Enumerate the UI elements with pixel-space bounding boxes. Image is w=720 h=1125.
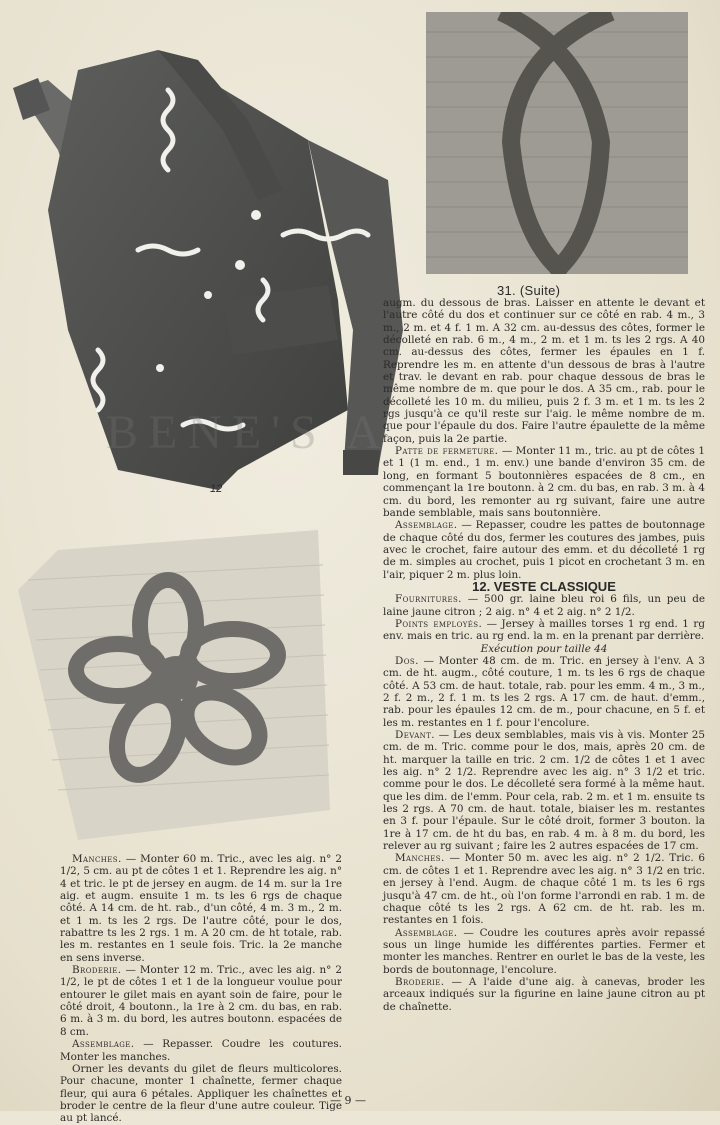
execution-subheading: Exécution pour taille 44 [480, 642, 608, 655]
section-text: — Repasser, coudre les pattes de boutonnage de chaque côté du dos, fermer les coutures des jambes, puis avec le crochet, faire autour des emm. et du décolleté 1 rg de m. simples au crochet, puis 1 picot en crochetant 3 m. en l'air, piquer 2 m. plus loin. [383, 519, 705, 581]
section-label: Manches. [72, 853, 122, 865]
page-number: — 9 — [330, 1094, 366, 1107]
section-text: — Monter 12 m. Tric., avec les aig. n° 2 1/2, le pt de côtes 1 et 1 de la longueur voulue pour entourer le gilet mais en ayant soin de faire, pour le côté droit, 4 boutonn., la 1re à 2 cm. du bas, en rab. 6 m. à 3 m. du bord, les autres boutonn. espacées de 8 cm. [60, 964, 342, 1038]
flower-swatch [18, 510, 330, 840]
section-text: — Monter 50 m. avec les aig. n° 2 1/2. Tric. 6 cm. de côtes 1 et 1. Reprendre avec les aig. n° 3 1/2 en tric. en jersey à l'end. Augm. de chaque côté 1 m. ts les 6 rgs jusqu'à 47 cm. de ht., où l'on forme l'arrondi en rab. 1 m. de chaque côté ts les 2 rgs. A 62 cm. de ht. rab. les m. restantes en 1 fois. [383, 852, 705, 927]
section-text: — Monter 60 m. Tric., avec les aig. n° 2 1/2, 5 cm. au pt de côtes 1 et 1. Reprendre les aig. n° 4 et tric. le pt de jersey en augm. de 14 m. sur la 1re aig. et augm. ensuite 1 m. ts les 6 rgs de chaque côté. A 14 cm. de ht. rab., d'un côté, 4 m. 3 m., 2 m. et 1 m. ts les 2 rgs. De l'autre côté, pour le dos, rabattre ts les 2 rgs. 1 m. A 20 cm. de ht totale, rab. les m. restantes en 1 seule fois. Tric. la 2e manche en sens inverse. [60, 853, 343, 964]
section-text: — Monter 48 cm. de m. Tric. en jersey à l'env. A 3 cm. de ht. augm., côté couture, 1 m. ts les 6 rgs de chaque côté. A 53 cm. de haut. totale, rab. pour les emm. 4 m., 3 m., 2 f. 2 m., 2 f. 1 m. ts les 2 rgs. A 17 cm. de haut. d'emm., rab. pour les épaules 12 cm. de m., pour chacune, en 5 f. et les m. restantes en 1 f. pour l'encolure. [383, 654, 705, 729]
section-label: Broderie. [72, 964, 122, 977]
section-text: — Repasser. Coudre les coutures. Monter les manches. [60, 1038, 342, 1063]
section-text: — 500 gr. laine bleu roi 6 fils, un peu de laine jaune citron ; 2 aig. n° 4 et 2 aig. n° 2 1/2. [383, 593, 705, 618]
fleurs-paragraph: Orner les devants du gilet de fleurs multicolores. Pour chacune, monter 1 chaînette, fermer chaque fleur, qui aura 6 pétales. Appliquer les chaînettes et broder le centre de la fleur d'une autre couleur. Tige au pt lancé. [60, 1062, 342, 1125]
section-text: — A l'aide d'une aig. à canevas, broder les arceaux indiqués sur la figurine en laine jaune citron au pt de chaînette. [383, 975, 705, 1013]
section-text: — Jersey à mailles torses 1 rg end. 1 rg env. mais en tric. au rg end. la m. en la prenant par derrière. [383, 617, 705, 643]
section-label: Devant. [395, 729, 435, 742]
devant-paragraph [383, 729, 705, 852]
section-label: Patte de fermeture. [395, 445, 499, 458]
section-label: Fournitures. [395, 593, 462, 606]
assemblage-paragraph [383, 519, 705, 581]
patte-paragraph [383, 445, 705, 519]
dos-paragraph [383, 655, 705, 729]
section-text: — Coudre les coutures après avoir repassé sous un linge humide les différentes parties. Fermer et monter les manches. Rentrer en ourlet le bas de la veste, les bords de boutonnage, l'encolure. [383, 926, 705, 976]
manches-paragraph [383, 852, 705, 926]
fournitures-paragraph [383, 593, 705, 618]
section-label: Assemblage. [72, 1038, 135, 1051]
figure-number: 12 [210, 483, 223, 495]
right-text-column [383, 297, 705, 1013]
broderie-left-paragraph [60, 964, 342, 1038]
broderie-paragraph [383, 976, 705, 1013]
section-label: Assemblage. [395, 519, 458, 532]
section-label: Points employés. [395, 617, 483, 630]
section-label: Manches. [395, 852, 445, 865]
section-label: Dos. [395, 654, 419, 667]
pattern-heading: 12. VESTE CLASSIQUE [472, 578, 616, 594]
section-text: — Les deux semblables, mais vis à vis. Monter 25 cm. de m. Tric. comme pour le dos, mais, après 20 cm. de ht. marquer la taille en tric. 2 cm. 1/2 de côtes 1 et 1 avec les aig. n° 2 1/2. Reprendre avec les aig. n° 3 1/2 et tric. comme pour le dos. Le décolleté sera formé à la même haut. que les dim. de l'emm. Pour cela, rab. 2 m. et 1 m. ensuite ts les 2 rgs. A 70 cm. de haut. totale, biaiser les m. restantes en 3 f. pour l'épaule. Sur le côté droit, former 3 bouton. la 1re à 17 cm. de ht du bas, en rab. 4 m. à 8 m. du bord, les relever au rg suivant ; faire les 2 autres espacées de 17 cm. [383, 729, 705, 853]
manches-left-paragraph [60, 853, 342, 964]
knit-swatch-31 [426, 12, 688, 274]
section-label: Broderie. [395, 975, 445, 988]
assemblage-left-paragraph [60, 1038, 342, 1063]
section-label: Assemblage. [395, 926, 458, 939]
points-paragraph [383, 618, 705, 643]
section-text: — Monter 11 m., tric. au pt de côtes 1 et 1 (1 m. end., 1 m. env.) une bande d'environ 35 cm. de long, en formant 5 boutonnières espacées de 8 cm., en commençant la 1re boutonn. à 2 cm. du bas, en rab. 3 m. à 4 cm. du bord, les remonter au rg suivant, faire une autre bande semblable, mais sans boutonnière. [383, 445, 705, 519]
watermark: BENE'S A [106, 406, 391, 459]
left-text-column [60, 853, 342, 1125]
assemblage2-paragraph [383, 927, 705, 976]
continuation-paragraph: augm. du dessous de bras. Laisser en attente le devant et l'autre côté du dos et continuer sur ce côté en rab. 4 m., 3 m., 2 m. et 4 f. 1 m. A 32 cm. au-dessus des côtes, former le décolleté en rab. 6 m., 4 m., 2 m. et 1 m. ts les 2 rgs. A 40 cm. au-dessus des côtes, fermer les épaules en 1 f. Reprendre les m. en attente d'un dessous de bras à l'autre et trav. le devant en rab. pour chaque dessous de bras le même nombre de m. que pour le dos. A 35 cm., rab. pour le décolleté les 10 m. du milieu, puis 2 f. 3 m. et 1 m. ts les 2 rgs jusqu'à ce qu'il reste sur l'aig. le même nombre de m. que pour l'épaule du dos. Faire l'autre épaulette de la même façon, puis la 2e partie. [383, 297, 705, 445]
swatch-caption: 31. (Suite) [497, 283, 561, 298]
